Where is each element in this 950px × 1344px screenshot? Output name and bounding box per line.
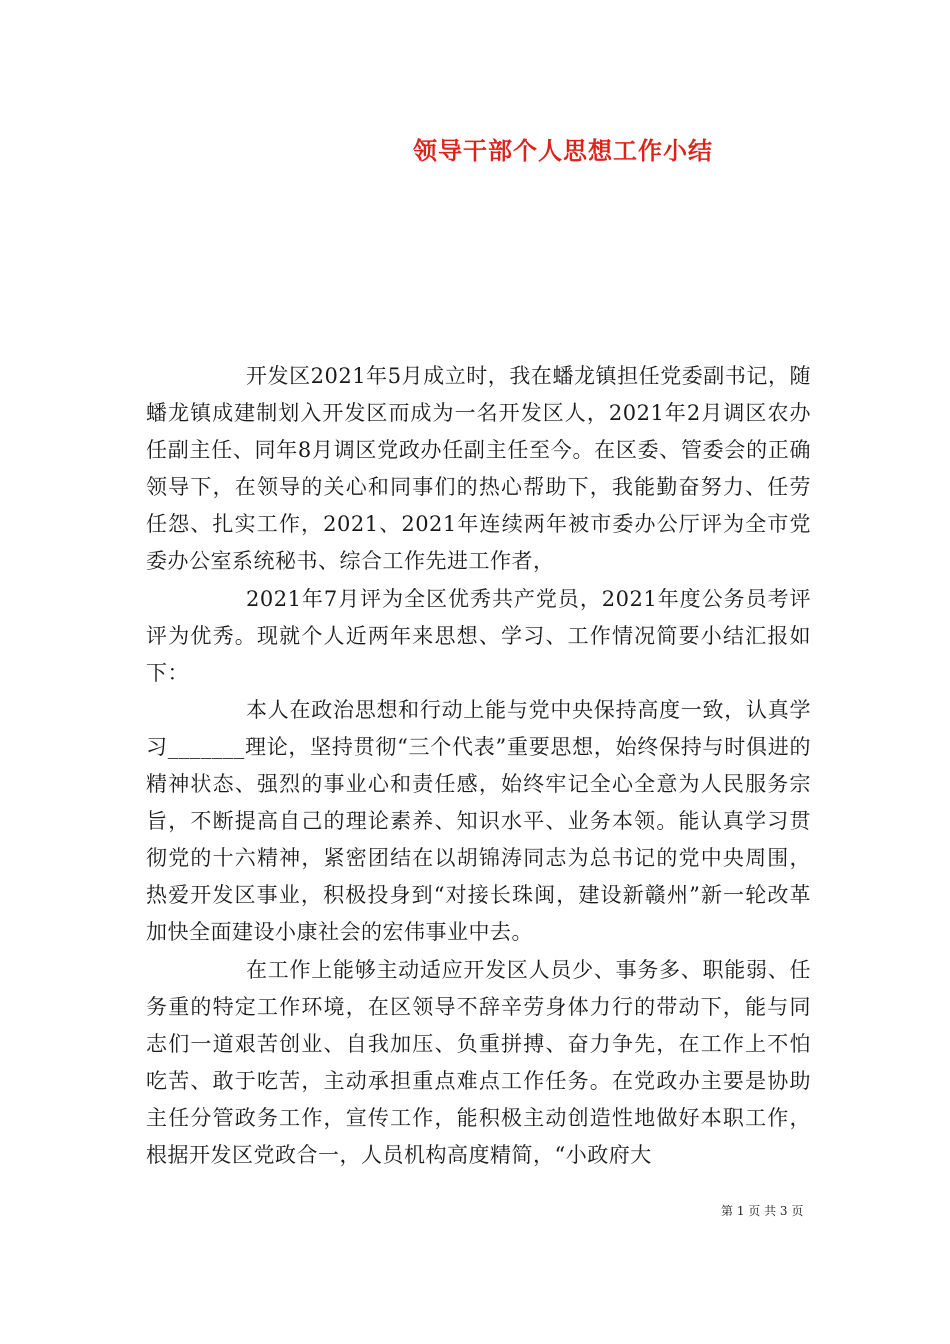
paragraph-4: 在工作上能够主动适应开发区人员少、事务多、职能弱、任务重的特定工作环境，在区领导不辞辛劳身体力行的带动下，能与同志们一道艰苦创业、自我加压、负重拼搏、奋力争先，在工作上不怕吃苦、敢于吃苦，主动承担重点难点工作任务。在党政办主要是协助主任分管政务工作，宣传工作，能积极主动创造性地做好本职工作，根据开发区党政合一，人员机构高度精简，“小政府大 (146, 957, 811, 1167)
page-number-footer: 第 1 页 共 3 页 (721, 1204, 804, 1218)
paragraph-1: 开发区2021年5月成立时，我在蟠龙镇担任党委副书记，随蟠龙镇成建制划入开发区而成为一名开发区人，2021年2月调区农办任副主任、同年8月调区党政办任副主任至今。在区委、管委会的正确领导下，在领导的关心和同事们的热心帮助下，我能勤奋努力、任劳任怨、扎实工作，2021、2021年连续两年被市委办公厅评为全市党委办公室系统秘书、综合工作先进工作者， (146, 364, 811, 574)
paragraph-2: 2021年7月评为全区优秀共产党员，2021年度公务员考评评为优秀。现就个人近两年来思想、学习、工作情况简要小结汇报如下： (146, 586, 811, 685)
document-title: 领导干部个人思想工作小结 (413, 136, 713, 165)
paragraph-3: 本人在政治思想和行动上能与党中央保持高度一致，认真学习_______理论，坚持贯彻“三个代表”重要思想，始终保持与时俱进的精神状态、强烈的事业心和责任感，始终牢记全心全意为人民服务宗旨，不断提高自己的理论素养、知识水平、业务本领。能认真学习贯彻党的十六精神，紧密团结在以胡锦涛同志为总书记的党中央周围，热爱开发区事业，积极投身到“对接长珠闽，建设新赣州”新一轮改革加快全面建设小康社会的宏伟事业中去。 (146, 697, 811, 945)
document-body (146, 358, 811, 1174)
